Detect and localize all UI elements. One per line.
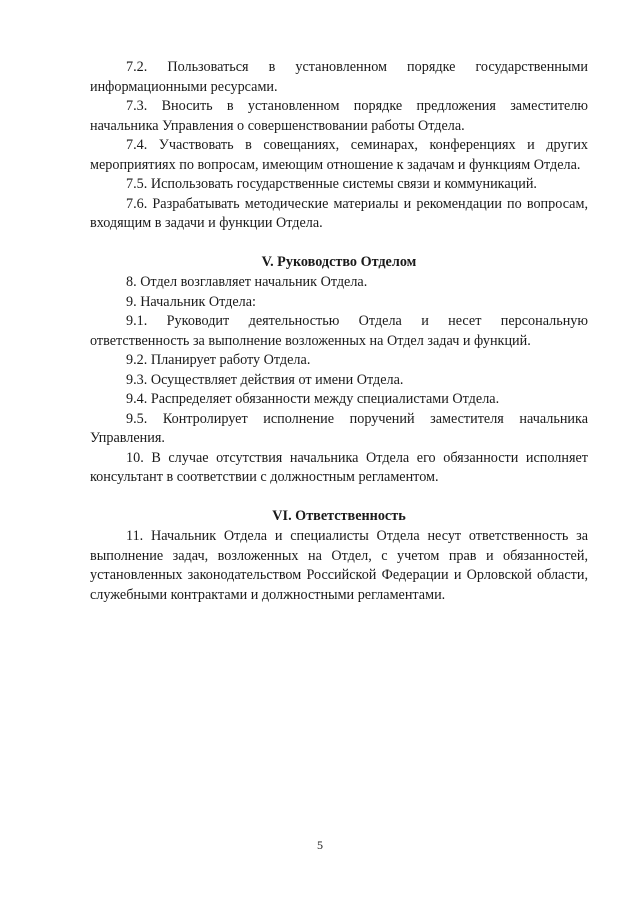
section-5-title: V. Руководство Отделом [261, 253, 417, 270]
paragraph-7-5: 7.5. Использовать государственные системы связи и коммуникаций. [126, 176, 537, 192]
paragraph-7-2: 7.2. Пользоваться в установленном порядке государственными информационными ресурсами. [90, 59, 588, 95]
document-body [90, 58, 588, 605]
paragraph-10: 10. В случае отсутствия начальника Отдела его обязанности исполняет консультант в соответствии с должностным регламентом. [90, 449, 588, 485]
paragraph-9: 9. Начальник Отдела: [126, 293, 256, 310]
section-6-title: VI. Ответственность [272, 507, 406, 524]
paragraph-9-2: 9.2. Планирует работу Отдела. [126, 352, 311, 368]
paragraph-7-4: 7.4. Участвовать в совещаниях, семинарах, конференциях и других мероприятиях по вопросам, имеющим отношение к задачам и функциям Отдела. [90, 137, 588, 173]
paragraph-9-4: 9.4. Распределяет обязанности между специалистами Отдела. [126, 391, 500, 407]
paragraph-11: 11. Начальник Отдела и специалисты Отдела несут ответственность за выполнение задач, возложенных на Отдел, с учетом прав и обязанностей, установленных законодательством Российской Федерации и Орловской области, служебными контрактами и должностными регламентами. [90, 528, 588, 603]
paragraph-9-5: 9.5. Контролирует исполнение поручений заместителя начальника Управления. [90, 410, 588, 446]
paragraph-8: 8. Отдел возглавляет начальник Отдела. [126, 274, 368, 290]
paragraph-7-6: 7.6. Разрабатывать методические материалы и рекомендации по вопросам, входящим в задачи и функции Отдела. [90, 195, 588, 231]
paragraph-9-3: 9.3. Осуществляет действия от имени Отдела. [126, 371, 404, 388]
page-number: 5 [317, 838, 323, 852]
paragraph-7-3: 7.3. Вносить в установленном порядке предложения заместителю начальника Управления о совершенствовании работы Отдела. [90, 98, 588, 134]
paragraph-9-1: 9.1. Руководит деятельностью Отдела и несет персональную ответственность за выполнение возложенных на Отдел задач и функций. [90, 313, 588, 349]
